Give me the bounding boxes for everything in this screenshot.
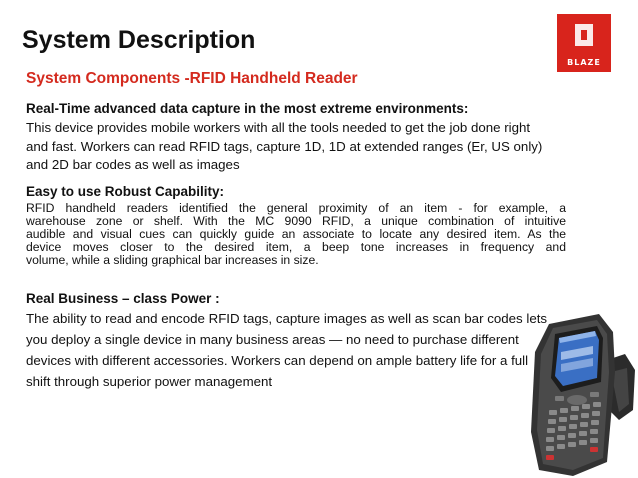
slide-title: System Description (22, 26, 256, 54)
rfid-handheld-device-image (515, 312, 638, 478)
section-line: RFID handheld readers identified the general proximity of an item - for example, a (26, 201, 566, 215)
section-line: and fast. Workers can read RFID tags, capture 1D, 1D at extended ranges (Er, US only) (26, 138, 543, 154)
section-business-power (26, 291, 566, 392)
blaze-logo (557, 14, 611, 72)
section-heading: Real Business – class Power : (26, 291, 220, 306)
slide-subtitle: System Components -RFID Handheld Reader (26, 70, 358, 87)
logo-text: BLAZE (567, 58, 601, 67)
section-heading: Easy to use Robust Capability: (26, 184, 225, 199)
section-line: audible and visual cues can quickly guide an associate to locate any desired item. As the (26, 227, 566, 241)
section-line: The ability to read and encode RFID tags, capture images as well as scan bar codes lets (26, 311, 548, 326)
section-line: you deploy a single device in many business areas — no need to purchase different (26, 332, 519, 347)
section-line: warehouse zone or shelf. With the MC 9090 RFID, a unique combination of intuitive (26, 214, 566, 228)
section-line: volume, while a sliding graphical bar increases in size. (26, 253, 319, 267)
section-realtime (26, 101, 586, 175)
section-line: devices with different accessories. Workers can depend on ample battery life for a full (26, 353, 529, 368)
section-line: This device provides mobile workers with all the tools needed to get the job done right (26, 120, 531, 135)
section-robust (26, 184, 566, 267)
section-line: device moves closer to the desired item, a beep tone increases in frequency and (26, 240, 566, 254)
section-line: shift through superior power management (26, 374, 273, 389)
section-line: and 2D bar codes as well as images (26, 157, 240, 172)
section-heading: Real-Time advanced data capture in the most extreme environments: (26, 101, 469, 116)
